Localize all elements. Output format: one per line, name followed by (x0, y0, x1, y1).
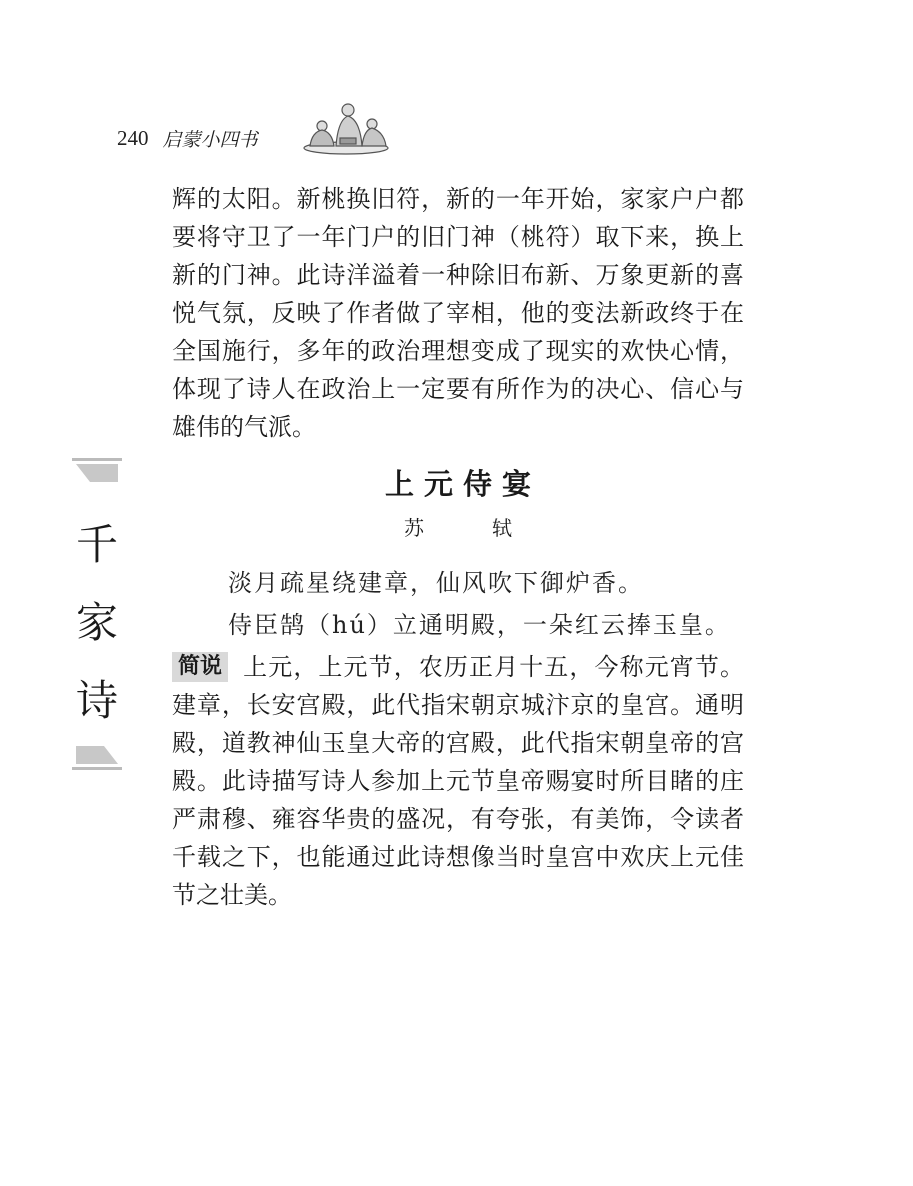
book-title: 启蒙小四书 (162, 128, 258, 151)
tab-bracket-top (72, 458, 122, 486)
commentary-label: 简说 (172, 652, 228, 682)
tab-bracket-bottom (72, 742, 122, 770)
paragraph-continued: 辉的太阳。新桃换旧符，新的一年开始，家家户户都要将守卫了一年门户的旧门神（桃符）取下来，换上新的门神。此诗洋溢着一种除旧布新、万象更新的喜悦气氛，反映了作者做了宰相，他的变法新政终于在全国施行，多年的政治理想变成了现实的欢快心情，体现了诗人在政治上一定要有所作为的决心、信心与雄伟的气派。 (172, 185, 744, 441)
section-tab-qianjiashi (72, 458, 124, 770)
poem-line: 侍臣鹄（hú）立通明殿，一朵红云捧玉皇。 (228, 611, 731, 639)
commentary-paragraph (172, 648, 744, 914)
poem-line: 淡月疏星绕建章，仙风吹下御炉香。 (228, 569, 644, 597)
poem-title: 上元侍宴 (384, 467, 541, 501)
tab-char: 诗 (75, 676, 118, 725)
running-header (117, 118, 258, 158)
commentary-text: 上元，上元节，农历正月十五，今称元宵节。建章，长安宫殿，此代指宋朝京城汴京的皇宫。通明殿，道教神仙玉皇大帝的宫殿，此代指宋朝皇帝的宫殿。此诗描写诗人参加上元节皇帝赐宴时所目睹的庄严肃穆、雍容华贵的盛况，有夸张，有美饰，令读者千载之下，也能通过此诗想像当时皇宫中欢庆上元佳节之壮美。 (172, 653, 744, 909)
tab-char: 千 (75, 520, 118, 569)
tab-char: 家 (75, 598, 118, 647)
tab-label (72, 506, 122, 740)
scholars-illustration (300, 98, 392, 156)
poem-author: 苏 轼 (404, 516, 536, 540)
page-number: 240 (117, 125, 149, 150)
